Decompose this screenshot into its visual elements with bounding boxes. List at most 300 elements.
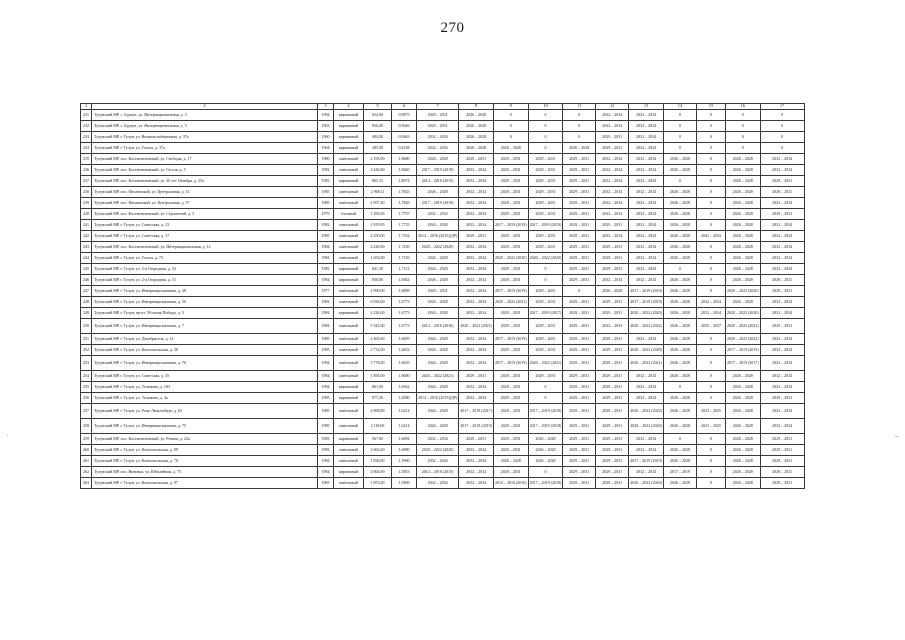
- period-col-10-cell: 2029 – 2031: [528, 187, 563, 198]
- address-cell: Тулунский МР, с. Бурхун, ул. Интернациональная, д. 3: [92, 110, 318, 121]
- period-col-14-cell: 2026 – 2028: [663, 165, 696, 176]
- period-col-16-cell: 2026 – 2028: [725, 419, 760, 434]
- period-col-7-cell: 2026 – 2028: [417, 382, 459, 393]
- period-col-9-cell: 2029 – 2031: [493, 404, 528, 419]
- address-cell: Тулунский МР, пос. Костантиновский, ул. Строителей, д. 5: [92, 209, 318, 220]
- period-col-11-cell: 2029 – 2031: [563, 445, 596, 456]
- address-cell: Тулунский МР, г. Тулун, ул. Интернациональная, д. 50: [92, 297, 318, 308]
- table-row: [81, 393, 805, 404]
- wall-material-cell: панельный: [334, 242, 364, 253]
- period-col-14-cell: 2026 – 2028: [663, 393, 696, 404]
- period-col-13-cell: 2032 – 2034: [629, 198, 664, 209]
- period-col-14-cell: 2026 – 2028: [663, 242, 696, 253]
- period-col-12-cell: 2029 – 2031: [596, 143, 629, 154]
- period-col-13-cell: 2017 – 2019 (2019): [629, 286, 664, 297]
- table-row: [81, 445, 805, 456]
- period-col-8-cell: 2032 – 2034: [459, 297, 494, 308]
- period-col-7-cell: 2029 – 2031: [417, 110, 459, 121]
- period-col-11-cell: 2029 – 2031: [563, 154, 596, 165]
- coefficient-cell: 1,6600: [392, 371, 417, 382]
- capital-repair-schedule-table: [80, 103, 805, 489]
- address-cell: Тулунский МР, г. Тулун, ул. Интернациональная, д. 75: [92, 419, 318, 434]
- coefficient-cell: 1,7725: [392, 220, 417, 231]
- year-built-cell: 1985: [318, 419, 334, 434]
- row-number-cell: 239: [81, 198, 92, 209]
- coefficient-cell: 1,6773: [392, 319, 417, 334]
- wall-material-cell: кирпичный: [334, 132, 364, 143]
- row-number-cell: 244: [81, 253, 92, 264]
- year-built-cell: 1982: [318, 176, 334, 187]
- period-col-7-cell: 2017 – 2019 (2019): [417, 165, 459, 176]
- period-col-10-cell: 2029 – 2031: [528, 345, 563, 356]
- period-col-12-cell: 2032 – 2034: [596, 275, 629, 286]
- scan-mark: ·: [6, 432, 9, 440]
- period-col-17-cell: 0: [760, 110, 804, 121]
- period-col-10-cell: 2017 – 2019 (2019): [528, 220, 563, 231]
- period-col-16-cell: 2026 – 2028: [725, 478, 760, 489]
- year-built-cell: 1984: [318, 382, 334, 393]
- table-row: [81, 143, 805, 154]
- period-col-17-cell: 2032 – 2034: [760, 356, 804, 371]
- period-col-11-cell: 2029 – 2031: [563, 308, 596, 319]
- year-built-cell: 1984: [318, 253, 334, 264]
- period-col-14-cell: 0: [663, 434, 696, 445]
- period-col-12-cell: 2029 – 2031: [596, 371, 629, 382]
- coefficient-cell: 1,6652: [392, 345, 417, 356]
- period-col-17-cell: 2032 – 2034: [760, 165, 804, 176]
- period-col-12-cell: 2029 – 2031: [596, 297, 629, 308]
- row-number-cell: 242: [81, 231, 92, 242]
- period-col-16-cell: 2026 – 2028: [725, 220, 760, 231]
- period-col-7-cell: 2014 – 2016 (2015)(ДР): [417, 393, 459, 404]
- period-col-9-cell: 2029 – 2031: [493, 382, 528, 393]
- address-cell: Тулунский МР, г. Тулун, ул. Советская, д. 17: [92, 231, 318, 242]
- period-col-12-cell: 2029 – 2031: [596, 345, 629, 356]
- period-col-16-cell: 2026 – 2028: [725, 242, 760, 253]
- wall-material-cell: кирпичный: [334, 434, 364, 445]
- period-col-10-cell: 2029 – 2031: [528, 165, 563, 176]
- table-row: [81, 419, 805, 434]
- period-col-16-cell: 2017 – 2019 (2017): [725, 356, 760, 371]
- period-col-7-cell: 2026 – 2028: [417, 297, 459, 308]
- period-col-10-cell: 0: [528, 275, 563, 286]
- year-built-cell: 1984: [318, 456, 334, 467]
- period-col-14-cell: 2026 – 2028: [663, 286, 696, 297]
- coefficient-cell: 1,5806: [392, 478, 417, 489]
- period-col-15-cell: 0: [696, 143, 725, 154]
- period-col-8-cell: 2032 – 2034: [459, 253, 494, 264]
- period-col-17-cell: 2029 – 2031: [760, 478, 804, 489]
- period-col-14-cell: 2017 – 2019: [663, 467, 696, 478]
- period-col-11-cell: 2026 – 2028: [563, 143, 596, 154]
- row-number-cell: 232: [81, 121, 92, 132]
- year-built-cell: 1985: [318, 393, 334, 404]
- period-col-9-cell: 2017 – 2019 (2019): [493, 286, 528, 297]
- period-col-8-cell: 2026 – 2028: [459, 132, 494, 143]
- row-number-cell: 257: [81, 404, 92, 419]
- period-col-9-cell: 2026 – 2028: [493, 143, 528, 154]
- period-col-16-cell: 2026 – 2028: [725, 275, 760, 286]
- period-col-8-cell: 2032 – 2034: [459, 187, 494, 198]
- address-cell: Тулунский МР, г. Тулун, ул. Великая набережная, д. 37а: [92, 132, 318, 143]
- period-col-10-cell: 2029 – 2031: [528, 198, 563, 209]
- period-col-13-cell: 2020 – 2022 (2020): [629, 419, 664, 434]
- column-number-cell: 9: [493, 104, 528, 110]
- wall-material-cell: кирпичный: [334, 393, 364, 404]
- period-col-17-cell: 2032 – 2034: [760, 297, 804, 308]
- period-col-11-cell: 2029 – 2031: [563, 264, 596, 275]
- period-col-11-cell: 2029 – 2031: [563, 198, 596, 209]
- period-col-17-cell: 2032 – 2034: [760, 334, 804, 345]
- period-col-15-cell: 0: [696, 154, 725, 165]
- period-col-13-cell: 2032 – 2034: [629, 176, 664, 187]
- period-col-13-cell: 2032 – 2034: [629, 334, 664, 345]
- period-col-13-cell: 2032 – 2034: [629, 231, 664, 242]
- coefficient-cell: 1,5990: [392, 456, 417, 467]
- period-col-7-cell: 2026 – 2028: [417, 345, 459, 356]
- period-col-9-cell: 2029 – 2031: [493, 434, 528, 445]
- year-built-cell: 1983: [318, 445, 334, 456]
- period-col-12-cell: 2032 – 2034: [596, 319, 629, 334]
- year-built-cell: 1982: [318, 165, 334, 176]
- period-col-10-cell: 0: [528, 121, 563, 132]
- period-col-17-cell: 2029 – 2031: [760, 209, 804, 220]
- period-col-17-cell: 0: [760, 121, 804, 132]
- period-col-10-cell: 2026 – 2028: [528, 434, 563, 445]
- period-col-16-cell: 0: [725, 143, 760, 154]
- period-col-9-cell: 2029 – 2031: [493, 371, 528, 382]
- total-area-cell: 4 864,90: [364, 467, 392, 478]
- period-col-7-cell: 2032 – 2034: [417, 478, 459, 489]
- period-col-14-cell: 2026 – 2028: [663, 319, 696, 334]
- period-col-11-cell: 2029 – 2031: [563, 231, 596, 242]
- period-col-10-cell: 0: [528, 143, 563, 154]
- period-col-10-cell: 2020 – 2022 (2020): [528, 253, 563, 264]
- period-col-12-cell: 2029 – 2031: [596, 393, 629, 404]
- period-col-9-cell: 2029 – 2031: [493, 308, 528, 319]
- row-number-cell: 234: [81, 143, 92, 154]
- period-col-7-cell: 2014 – 2016 (2015)(ДР): [417, 231, 459, 242]
- period-col-16-cell: 2020 – 2022 (2020): [725, 286, 760, 297]
- period-col-8-cell: 2032 – 2034: [459, 382, 494, 393]
- row-number-cell: 259: [81, 434, 92, 445]
- period-col-7-cell: 2020 – 2022 (2020): [417, 242, 459, 253]
- period-col-12-cell: 2029 – 2031: [596, 382, 629, 393]
- row-number-cell: 252: [81, 345, 92, 356]
- address-cell: Тулунский МР, г. Тулун, ул. Комсомольская, д. 89: [92, 445, 318, 456]
- column-number-cell: 16: [725, 104, 760, 110]
- period-col-15-cell: 0: [696, 275, 725, 286]
- wall-material-cell: кирпичный: [334, 467, 364, 478]
- wall-material-cell: кирпичный: [334, 382, 364, 393]
- period-col-9-cell: 2026 – 2028: [493, 456, 528, 467]
- period-col-16-cell: 2026 – 2028: [725, 445, 760, 456]
- period-col-13-cell: 2032 – 2034: [629, 209, 664, 220]
- address-cell: Тулунский МР, пос. Костантиновский, ул. 20 лет Октября, д. 25а: [92, 176, 318, 187]
- period-col-13-cell: 2020 – 2022 (2022): [629, 404, 664, 419]
- period-col-10-cell: 2029 – 2031: [528, 334, 563, 345]
- address-cell: Тулунский МР, пос. Костантиновский, ул. Гоголя, д. 5: [92, 165, 318, 176]
- period-col-14-cell: 0: [663, 110, 696, 121]
- period-col-9-cell: 2029 – 2031: [493, 176, 528, 187]
- period-col-9-cell: 2029 – 2031: [493, 467, 528, 478]
- period-col-17-cell: 2029 – 2031: [760, 275, 804, 286]
- period-col-10-cell: 2029 – 2031: [528, 319, 563, 334]
- period-col-8-cell: 2032 – 2034: [459, 220, 494, 231]
- wall-material-cell: панельный: [334, 198, 364, 209]
- row-number-cell: 263: [81, 478, 92, 489]
- table-row: [81, 286, 805, 297]
- period-col-7-cell: 2026 – 2028: [417, 404, 459, 419]
- column-number-cell: 13: [629, 104, 664, 110]
- total-area-cell: 5 325,00: [364, 319, 392, 334]
- period-col-17-cell: 2029 – 2031: [760, 456, 804, 467]
- period-col-13-cell: 2020 – 2022 (2020): [629, 308, 664, 319]
- year-built-cell: 1985: [318, 231, 334, 242]
- year-built-cell: 1985: [318, 334, 334, 345]
- period-col-9-cell: 2020 – 2022 (2020): [493, 253, 528, 264]
- period-col-9-cell: 2029 – 2031: [493, 393, 528, 404]
- period-col-15-cell: 0: [696, 209, 725, 220]
- period-col-15-cell: 0: [696, 371, 725, 382]
- period-col-12-cell: 2029 – 2031: [596, 308, 629, 319]
- address-cell: Тулунский МР, г. Тулун, ул. Розы Люксембург, д. 63: [92, 404, 318, 419]
- row-number-cell: 256: [81, 393, 92, 404]
- period-col-12-cell: 2029 – 2031: [596, 334, 629, 345]
- period-col-8-cell: 2032 – 2034: [459, 467, 494, 478]
- coefficient-cell: 1,6944: [392, 275, 417, 286]
- period-col-14-cell: 2026 – 2028: [663, 297, 696, 308]
- column-number-cell: 6: [392, 104, 417, 110]
- period-col-16-cell: 2026 – 2028: [725, 209, 760, 220]
- period-col-14-cell: 2026 – 2028: [663, 209, 696, 220]
- period-col-17-cell: 2029 – 2031: [760, 187, 804, 198]
- period-col-11-cell: 2029 – 2031: [563, 371, 596, 382]
- coefficient-cell: 1,7826: [392, 198, 417, 209]
- year-built-cell: 1984: [318, 467, 334, 478]
- period-col-15-cell: 2041 – 2043: [696, 231, 725, 242]
- row-number-cell: 260: [81, 445, 92, 456]
- period-col-13-cell: 2032 – 2034: [629, 434, 664, 445]
- coefficient-cell: 1,6214: [392, 404, 417, 419]
- period-col-9-cell: 2029 – 2031: [493, 319, 528, 334]
- address-cell: Тулунский МР, г. Тулун, ул. Интернациональная, д. 38: [92, 286, 318, 297]
- address-cell: Тулунский МР, пос. Костантиновский, ул. Речная, д. 22а: [92, 434, 318, 445]
- period-col-15-cell: 0: [696, 220, 725, 231]
- period-col-8-cell: 2032 – 2034: [459, 308, 494, 319]
- period-col-12-cell: 2029 – 2031: [596, 434, 629, 445]
- address-cell: Тулунский МР, г. Тулун, ул. Интернациональная, д. 76: [92, 356, 318, 371]
- table-row: [81, 165, 805, 176]
- period-col-8-cell: 2032 – 2034: [459, 286, 494, 297]
- wall-material-cell: панельный: [334, 356, 364, 371]
- wall-material-cell: панельный: [334, 187, 364, 198]
- period-col-17-cell: 2032 – 2034: [760, 404, 804, 419]
- period-col-14-cell: 2026 – 2028: [663, 275, 696, 286]
- period-col-8-cell: 2032 – 2034: [459, 165, 494, 176]
- wall-material-cell: панельный: [334, 286, 364, 297]
- period-col-10-cell: 2029 – 2031: [528, 231, 563, 242]
- period-col-15-cell: 0: [696, 176, 725, 187]
- period-col-10-cell: 0: [528, 264, 563, 275]
- period-col-10-cell: 2017 – 2019 (2018): [528, 478, 563, 489]
- period-col-13-cell: 2032 – 2034: [629, 132, 664, 143]
- period-col-8-cell: 2032 – 2034: [459, 209, 494, 220]
- coefficient-cell: 1,6635: [392, 356, 417, 371]
- period-col-11-cell: 2029 – 2031: [563, 419, 596, 434]
- period-col-9-cell: 2029 – 2031: [493, 275, 528, 286]
- period-col-7-cell: 2014 – 2016 (2015): [417, 467, 459, 478]
- column-number-cell: 4: [334, 104, 364, 110]
- period-col-10-cell: 0: [528, 393, 563, 404]
- year-built-cell: 1984: [318, 371, 334, 382]
- period-col-9-cell: 2029 – 2031: [493, 198, 528, 209]
- coefficient-cell: 1,6773: [392, 297, 417, 308]
- period-col-17-cell: 2029 – 2031: [760, 467, 804, 478]
- period-col-15-cell: 0: [696, 382, 725, 393]
- wall-material-cell: панельный: [334, 445, 364, 456]
- period-col-13-cell: 2017 – 2019 (2019): [629, 456, 664, 467]
- period-col-8-cell: 2032 – 2034: [459, 345, 494, 356]
- total-area-cell: 404,00: [364, 132, 392, 143]
- coefficient-cell: 1,6580: [392, 393, 417, 404]
- period-col-16-cell: 2026 – 2028: [725, 382, 760, 393]
- address-cell: Тулунский МР, г. Тулун, ул. Комсомольская, д. 70: [92, 456, 318, 467]
- period-col-8-cell: 2032 – 2034: [459, 242, 494, 253]
- total-area-cell: 861,00: [364, 382, 392, 393]
- period-col-13-cell: 2020 – 2022 (2022): [629, 319, 664, 334]
- period-col-13-cell: 2032 – 2034: [629, 187, 664, 198]
- period-col-12-cell: 2029 – 2031: [596, 478, 629, 489]
- period-col-9-cell: 0: [493, 110, 528, 121]
- coefficient-cell: 1,8460: [392, 165, 417, 176]
- total-area-cell: 830,00: [364, 275, 392, 286]
- column-number-cell: 11: [563, 104, 596, 110]
- table-row: [81, 334, 805, 345]
- period-col-13-cell: 2032 – 2034: [629, 220, 664, 231]
- column-number-cell: 14: [663, 104, 696, 110]
- period-col-14-cell: 2026 – 2028: [663, 456, 696, 467]
- coefficient-cell: 1,6773: [392, 308, 417, 319]
- wall-material-cell: панельный: [334, 456, 364, 467]
- table-row: [81, 209, 805, 220]
- period-col-11-cell: 2029 – 2031: [563, 165, 596, 176]
- period-col-13-cell: 2032 – 2034: [629, 110, 664, 121]
- row-number-cell: 243: [81, 242, 92, 253]
- period-col-8-cell: 2029 – 2031: [459, 154, 494, 165]
- period-col-10-cell: 2029 – 2031: [528, 242, 563, 253]
- table-row: [81, 264, 805, 275]
- coefficient-cell: 1,7113: [392, 264, 417, 275]
- period-col-11-cell: 2029 – 2031: [563, 319, 596, 334]
- column-number-cell: 5: [364, 104, 392, 110]
- row-number-cell: 246: [81, 275, 92, 286]
- scan-mark: –: [895, 432, 899, 440]
- period-col-13-cell: 2032 – 2034: [629, 121, 664, 132]
- period-col-10-cell: 2029 – 2031: [528, 209, 563, 220]
- wall-material-cell: кирпичный: [334, 308, 364, 319]
- period-col-11-cell: 2029 – 2031: [563, 242, 596, 253]
- total-area-cell: 841,30: [364, 264, 392, 275]
- coefficient-cell: 0,9646: [392, 121, 417, 132]
- total-area-cell: 2 857,40: [364, 198, 392, 209]
- period-col-8-cell: 2032 – 2034: [459, 198, 494, 209]
- period-col-14-cell: 0: [663, 132, 696, 143]
- period-col-11-cell: 0: [563, 110, 596, 121]
- year-built-cell: 1984: [318, 242, 334, 253]
- total-area-cell: 2 732,00: [364, 345, 392, 356]
- table-row: [81, 371, 805, 382]
- period-col-13-cell: 2032 – 2034: [629, 467, 664, 478]
- period-col-17-cell: 2032 – 2034: [760, 419, 804, 434]
- period-col-13-cell: 2032 – 2034: [629, 154, 664, 165]
- row-number-cell: 238: [81, 187, 92, 198]
- period-col-8-cell: 2020 – 2022 (2021): [459, 319, 494, 334]
- column-number-cell: 7: [417, 104, 459, 110]
- table-row: [81, 176, 805, 187]
- wall-material-cell: кирпичный: [334, 264, 364, 275]
- period-col-17-cell: 2029 – 2031: [760, 393, 804, 404]
- period-col-9-cell: 2014 – 2016 (2016): [493, 478, 528, 489]
- year-built-cell: 1982: [318, 220, 334, 231]
- period-col-12-cell: 2026 – 2028: [596, 286, 629, 297]
- year-built-cell: 1983: [318, 478, 334, 489]
- period-col-7-cell: 2032 – 2034: [417, 143, 459, 154]
- total-area-cell: 4 446,00: [364, 165, 392, 176]
- period-col-17-cell: 2032 – 2034: [760, 220, 804, 231]
- year-built-cell: 1983: [318, 264, 334, 275]
- period-col-10-cell: 2017 – 2019 (2018): [528, 419, 563, 434]
- coefficient-cell: 1,7139: [392, 253, 417, 264]
- total-area-cell: 877,26: [364, 393, 392, 404]
- address-cell: Тулунский МР, г. Тулун, ул. Декабристов, д. 21: [92, 334, 318, 345]
- period-col-14-cell: 2026 – 2028: [663, 419, 696, 434]
- period-col-9-cell: 2029 – 2031: [493, 209, 528, 220]
- address-cell: Тулунский МР, г. Тулун, ул. Гоголя, д. 37а: [92, 143, 318, 154]
- period-col-15-cell: 2023 – 2025: [696, 404, 725, 419]
- period-col-8-cell: 2032 – 2034: [459, 456, 494, 467]
- total-area-cell: 2 463,60: [364, 334, 392, 345]
- table-row: [81, 154, 805, 165]
- period-col-16-cell: 2026 – 2028: [725, 154, 760, 165]
- row-number-cell: 240: [81, 209, 92, 220]
- period-col-10-cell: 2029 – 2031: [528, 154, 563, 165]
- period-col-9-cell: 2017 – 2019 (2019): [493, 334, 528, 345]
- year-built-cell: 1985: [318, 187, 334, 198]
- period-col-7-cell: 2026 – 2028: [417, 308, 459, 319]
- row-number-cell: 261: [81, 456, 92, 467]
- period-col-8-cell: 2032 – 2034: [459, 264, 494, 275]
- period-col-10-cell: 2029 – 2031: [528, 297, 563, 308]
- period-col-14-cell: 2026 – 2028: [663, 154, 696, 165]
- period-col-16-cell: 2026 – 2028: [725, 467, 760, 478]
- wall-material-cell: кирпичный: [334, 176, 364, 187]
- period-col-8-cell: 2026 – 2028: [459, 110, 494, 121]
- period-col-17-cell: 2032 – 2034: [760, 231, 804, 242]
- period-col-15-cell: 0: [696, 187, 725, 198]
- period-col-14-cell: 2026 – 2028: [663, 334, 696, 345]
- period-col-7-cell: 2029 – 2031: [417, 121, 459, 132]
- period-col-16-cell: 2026 – 2028: [725, 253, 760, 264]
- period-col-10-cell: 2029 – 2031: [528, 286, 563, 297]
- period-col-11-cell: 2029 – 2031: [563, 334, 596, 345]
- period-col-10-cell: 2029 – 2031: [528, 176, 563, 187]
- period-col-10-cell: 2017 – 2019 (2018): [528, 404, 563, 419]
- period-col-9-cell: 2029 – 2031: [493, 242, 528, 253]
- table-row: [81, 308, 805, 319]
- year-built-cell: 1984: [318, 297, 334, 308]
- coefficient-cell: 1,7230: [392, 242, 417, 253]
